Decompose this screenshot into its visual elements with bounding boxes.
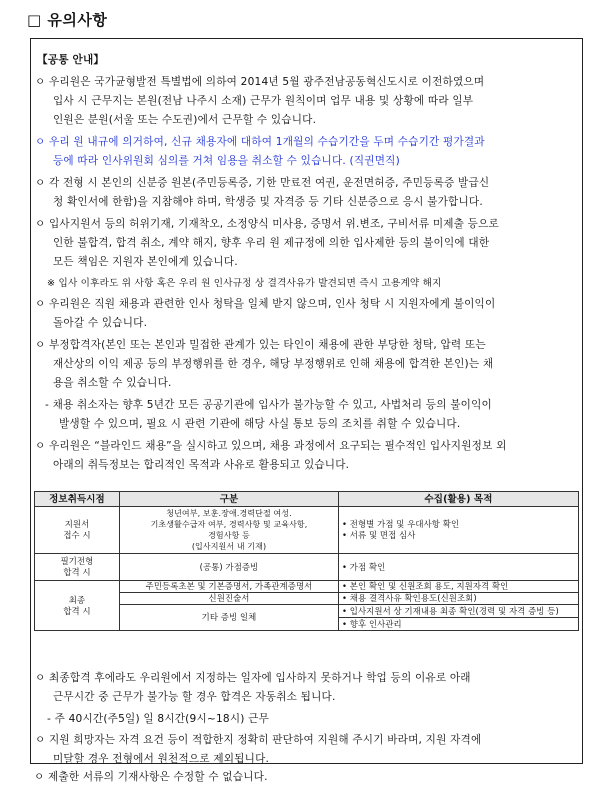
table-row: [35, 581, 579, 593]
row3-purpose-3: • 입사지원서 상 기재내용 최종 확인(경력 및 자격 증빙 등): [339, 605, 579, 618]
notice-8-sub: - 주 40시간(주5일) 일 8시간(9시~18시) 근무: [47, 713, 270, 725]
notice-6-sub-line-2: 발생할 수 있으며, 필요 시 관련 기관에 해당 사실 통보 등의 조치를 취할 수 있습니다.: [59, 418, 461, 430]
row3-purpose-1: • 본인 확인 및 신원조회 용도, 지원자격 확인: [339, 581, 579, 593]
notice-2-line-1: ㅇ 우리 원 내규에 의거하여, 신규 채용자에 대하여 1개월의 수습기간을 두며 수습기간 평가결과: [35, 136, 485, 148]
notice-9-line-1: ㅇ 지원 희망자는 자격 요건 등이 적합한지 정확히 판단하여 지원해 주시기 바라며, 지원 자격에: [35, 734, 482, 746]
notice-6-sub-line-1: - 채용 취소자는 향후 5년간 모든 공공기관에 입사가 불가능할 수 있고, 사법처리 등의 불이익이: [45, 399, 492, 411]
table-row: [35, 507, 579, 554]
notice-box: [30, 38, 583, 764]
notice-3-line-1: ㅇ 각 전형 시 본인의 신분증 원본(주민등록증, 기한 만료전 여권, 운전면허증, 주민등록증 발급신: [35, 177, 490, 189]
row3-kind-2: 신원진술서: [120, 593, 339, 605]
notice-1-line-1: ㅇ 우리원은 국가균형발전 특별법에 의하여 2014년 5월 광주전남공동혁신도시로 이전하였으며: [35, 76, 485, 88]
notice-2-line-2: 등에 따라 인사위원회 심의를 거쳐 임용을 취소할 수 있습니다. (직권면직): [53, 155, 400, 167]
notice-6-line-2: 재산상의 이익 제공 등의 부정행위를 한 경우, 해당 부정행위로 인해 채용에 합격한 본인)는 채: [53, 358, 494, 370]
header-purpose: 수집(활용) 목적: [339, 492, 579, 507]
notice-5-line-2: 돌아갈 수 있습니다.: [53, 317, 148, 329]
info-collection-table: [34, 491, 579, 631]
row3-when: 최종 합격 시: [35, 581, 120, 631]
notice-3-line-2: 청 확인서에 한함)을 지참해야 하며, 학생증 및 자격증 등 기타 신분증으로 응시 불가합니다.: [53, 196, 483, 208]
section-title: 【공통 안내】: [37, 54, 105, 66]
notice-7-line-1: ㅇ 우리원은 “블라인드 채용”을 실시하고 있으며, 채용 과정에서 요구되는 필수적인 입사지원정보 외: [35, 440, 507, 452]
notice-10: ㅇ 제출한 서류의 기재사항은 수정할 수 없습니다.: [34, 771, 268, 783]
notice-4-line-3: 모든 책임은 지원자 본인에게 있습니다.: [53, 256, 238, 268]
page-heading: □ 유의사항: [27, 11, 108, 29]
row1-when: 지원서 접수 시: [35, 507, 120, 554]
row3-purpose-4: • 향후 인사관리: [339, 618, 579, 631]
row2-when: 필기전형 합격 시: [35, 554, 120, 581]
row2-purpose: • 가점 확인: [339, 554, 579, 581]
row3-kind-1: 주민등록초본 및 기본증명서, 가족관계증명서: [120, 581, 339, 593]
notice-4-remark: ※ 입사 이후라도 위 사항 혹은 우리 원 인사규정 상 결격사유가 발견되면 즉시 고용계약 해지: [47, 278, 442, 289]
notice-8-line-1: ㅇ 최종합격 후에라도 우리원에서 지정하는 일자에 입사하지 못하거나 학업 등의 이유로 아래: [35, 672, 471, 684]
notice-4-line-2: 인한 불합격, 합격 취소, 계약 해지, 향후 우리 원 제규정에 의한 입사제한 등의 불이익에 대한: [53, 237, 490, 249]
header-when: 정보취득시점: [35, 492, 120, 507]
notice-6-line-1: ㅇ 부정합격자(본인 또는 본인과 밀접한 관계가 있는 타인이 채용에 관한 부당한 청탁, 압력 또는: [35, 339, 486, 351]
notice-5-line-1: ㅇ 우리원은 직원 채용과 관련한 인사 청탁을 일체 받지 않으며, 인사 청탁 시 지원자에게 불이익이: [35, 298, 496, 310]
row1-kind: 청년여부, 보훈.장애.경력단절 여성. 기초생활수급자 여부, 경력사항 및 교육사항, 경험사항 등 (입사지원서 내 기재): [120, 507, 339, 554]
table-row: [35, 554, 579, 581]
notice-6-line-3: 용을 취소할 수 있습니다.: [53, 377, 172, 389]
notice-9-line-2: 미달할 경우 전형에서 원천적으로 제외됩니다.: [53, 753, 270, 765]
notice-8-line-2: 근무시간 중 근무가 불가능 할 경우 합격은 자동취소 됩니다.: [53, 691, 336, 703]
row3-purpose-2: • 채용 결격사유 확인용도(신원조회): [339, 593, 579, 605]
table-header-row: [35, 492, 579, 507]
row3-kind-3: 기타 증빙 일체: [120, 605, 339, 631]
notice-4-line-1: ㅇ 입사지원서 등의 허위기재, 기재착오, 소정양식 미사용, 증명서 위.변조, 구비서류 미제출 등으로: [35, 218, 499, 230]
row2-kind: (공통) 가점증빙: [120, 554, 339, 581]
header-kind: 구분: [120, 492, 339, 507]
notice-1-line-3: 인원은 분원(서울 또는 수도권)에서 근무할 수 있습니다.: [53, 114, 317, 126]
notice-1-line-2: 입사 시 근무지는 본원(전남 나주시 소재) 근무가 원칙이며 업무 내용 및 상황에 따라 일부: [53, 95, 474, 107]
notice-7-line-2: 아래의 취득정보는 합리적인 목적과 사유로 활용되고 있습니다.: [53, 459, 350, 471]
row1-purpose: • 전형별 가점 및 우대사항 확인 • 서류 및 면접 심사: [339, 507, 579, 554]
